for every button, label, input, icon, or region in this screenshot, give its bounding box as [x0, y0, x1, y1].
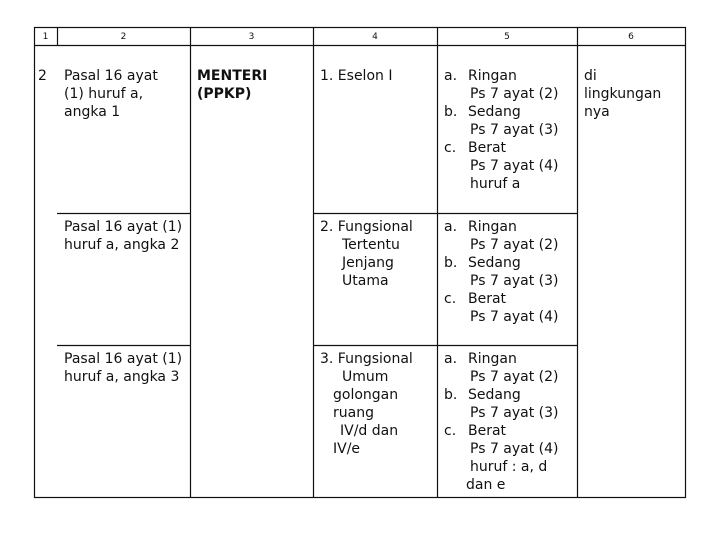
header-col-2: 2	[120, 32, 127, 42]
sanction-detail: Ps 7 ayat (3)	[470, 122, 559, 138]
sanction-item	[444, 386, 576, 404]
position-cell	[320, 350, 435, 458]
sanction-marker: c.	[444, 291, 457, 307]
sanction-label: Ringan	[468, 351, 517, 367]
sanction-detail: Ps 7 ayat (4)	[470, 309, 559, 325]
sanction-detail: dan e	[466, 477, 506, 493]
sanction-item	[444, 67, 576, 85]
sanction-detail: Ps 7 ayat (3)	[470, 273, 559, 289]
header-col-5: 5	[504, 32, 510, 42]
authority-cell: MENTERI (PPKP)	[197, 68, 268, 102]
header-col-3: 3	[248, 32, 255, 42]
position-line: Utama	[342, 273, 389, 289]
position-line: 3. Fungsional	[320, 351, 413, 367]
sanction-detail: Ps 7 ayat (4)	[470, 158, 559, 174]
sanction-detail: huruf a	[470, 176, 521, 192]
sanction-label: Sedang	[468, 104, 521, 120]
header-col-1: 1	[42, 32, 49, 42]
header-col-6: 6	[628, 32, 634, 42]
sanction-marker: b.	[444, 104, 458, 120]
sanction-item	[444, 103, 576, 121]
sanction-marker: b.	[444, 255, 458, 271]
legal-basis-cell	[64, 67, 188, 121]
position-line: 1. Eselon I	[320, 68, 393, 84]
legal-basis-line: Pasal 16 ayat (1)	[64, 219, 183, 235]
location-cell	[584, 67, 679, 121]
legal-basis-line: (1) huruf a,	[64, 86, 144, 102]
row-number: 2	[38, 68, 47, 84]
position-line: golongan	[333, 387, 399, 403]
sanction-detail: Ps 7 ayat (2)	[470, 237, 559, 253]
header-col-4: 4	[372, 32, 378, 42]
location-line: di	[584, 68, 597, 84]
sanction-detail: Ps 7 ayat (3)	[470, 405, 559, 421]
position-line: Jenjang	[342, 255, 394, 271]
sanction-marker: a.	[444, 68, 458, 84]
sanction-detail: huruf : a, d	[470, 459, 548, 475]
position-line: IV/d dan	[340, 423, 399, 439]
sanction-detail: Ps 7 ayat (4)	[470, 441, 559, 457]
position-cell	[320, 67, 435, 85]
legal-basis-line: huruf a, angka 3	[64, 369, 180, 385]
sanction-item	[444, 254, 576, 272]
position-line: 2. Fungsional	[320, 219, 413, 235]
sanction-marker: b.	[444, 387, 458, 403]
legal-basis-cell	[64, 350, 188, 386]
sanction-label: Sedang	[468, 255, 521, 271]
location-line: lingkungan	[584, 86, 662, 102]
legal-basis-line: angka 1	[64, 104, 121, 120]
sanction-item	[444, 422, 576, 440]
legal-basis-line: Pasal 16 ayat	[64, 68, 158, 84]
position-line: IV/e	[333, 441, 361, 457]
sanction-item	[444, 290, 576, 308]
sanction-marker: c.	[444, 423, 457, 439]
sanction-marker: c.	[444, 140, 457, 156]
sanction-marker: a.	[444, 219, 458, 235]
location-line: nya	[584, 104, 610, 120]
sanction-label: Ringan	[468, 219, 517, 235]
sanction-cell	[444, 67, 576, 193]
position-line: Tertentu	[342, 237, 400, 253]
sanction-label: Berat	[468, 423, 507, 439]
sanction-item	[444, 139, 576, 157]
sanction-item	[444, 350, 576, 368]
sanction-cell	[444, 350, 576, 494]
sanction-detail: Ps 7 ayat (2)	[470, 86, 559, 102]
sanction-item	[444, 218, 576, 236]
sanction-detail: Ps 7 ayat (2)	[470, 369, 559, 385]
sanction-label: Berat	[468, 291, 507, 307]
sanction-cell	[444, 218, 576, 326]
position-line: Umum	[342, 369, 389, 385]
sanction-label: Ringan	[468, 68, 517, 84]
position-cell	[320, 218, 435, 290]
sanction-label: Sedang	[468, 387, 521, 403]
sanction-marker: a.	[444, 351, 458, 367]
legal-basis-line: Pasal 16 ayat (1)	[64, 351, 183, 367]
legal-basis-cell	[64, 218, 188, 254]
sanction-label: Berat	[468, 140, 507, 156]
position-line: ruang	[333, 405, 374, 421]
legal-basis-line: huruf a, angka 2	[64, 237, 180, 253]
